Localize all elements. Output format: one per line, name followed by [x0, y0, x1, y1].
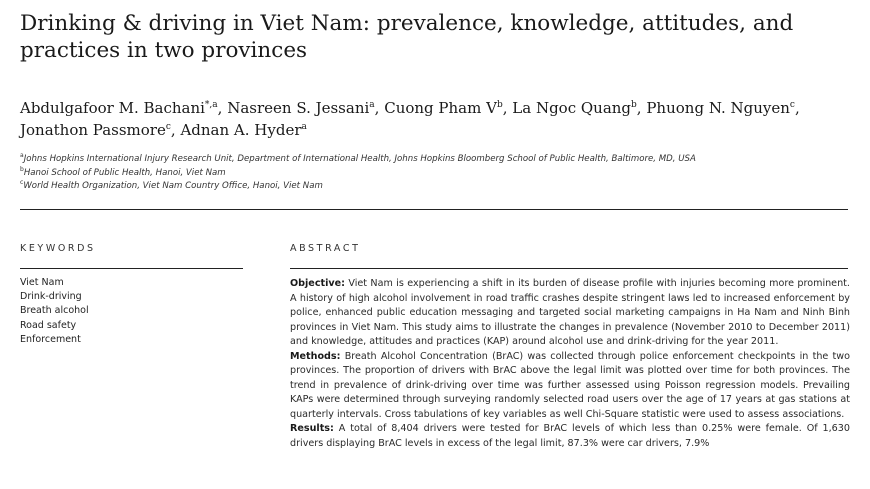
objective-label: Objective: [290, 278, 345, 289]
abstract-heading: ABSTRACT [290, 243, 361, 254]
results-label: Results: [290, 423, 334, 434]
author[interactable]: Nasreen S. Jessani$^a$ [227, 99, 375, 117]
author[interactable]: La Ngoc Quang$^b$ [512, 99, 637, 117]
header-divider [20, 209, 848, 210]
abstract-methods: Methods: Breath Alcohol Concentration (BrAC) was collected through police enforcement checkpoints in the two provinces. The proportion of drivers with BrAC above the legal limit was plotted over time for both provinces. The trend in prevalence of drink-driving over time was further assessed using Poisson regression models. Prevailing KAPs were determined through surveying randomly selected road users over the age of 17 years at gas stations at quarterly intervals. Cross tabulations of key variables as well Chi-Square statistic were used to assess associations. [290, 350, 850, 420]
affiliation: $^c$World Health Organization, Viet Nam Country Office, Hanoi, Viet Nam [20, 179, 323, 191]
keyword-item: Breath alcohol [20, 305, 89, 317]
keyword-item: Enforcement [20, 333, 81, 345]
article-title: Drinking & driving in Viet Nam: prevalence, knowledge, attitudes, and practices in two provinces [20, 11, 794, 63]
keyword-item: Viet Nam [20, 277, 64, 288]
author[interactable]: Cuong Pham $V^b$ [384, 99, 503, 117]
abstract-results: Results: A total of 8,404 drivers were tested for BrAC levels of which less than 0.25% were female. Of 1,630 drivers displaying BrAC levels in excess of the legal limit, 87.3% were car drivers, 7.9% [290, 423, 850, 449]
keyword-item: Road safety [20, 319, 77, 331]
affiliation: $^b$Hanoi School of Public Health, Hanoi, Viet Nam [20, 165, 226, 178]
abstract-divider [290, 268, 848, 269]
keywords-divider [20, 268, 243, 269]
methods-label: Methods: [290, 350, 341, 362]
keywords-heading: KEYWORDS [20, 243, 96, 254]
keyword-list [20, 276, 250, 347]
affiliation-list [20, 153, 850, 194]
affiliation: $^a$Johns Hopkins International Injury Research Unit, Department of International Health, Johns Hopkins Bloomberg School of Public Health, Baltimore, MD, USA [20, 152, 696, 164]
author[interactable]: Adnan A. Hyder$^a$ [180, 121, 307, 139]
keyword-item: Drink-driving [20, 291, 82, 303]
abstract-body [290, 277, 850, 451]
abstract-objective: Objective: Viet Nam is experiencing a shift in its burden of disease profile with injuries becoming more prominent. A history of high alcohol involvement in road traffic crashes despite stringent laws led to increased enforcement by police, enhanced public education messaging and targeted social marketing campaigns in Ha Nam and Ninh Binh provinces in Viet Nam. This study aims to illustrate the changes in prevalence (November 2010 to December 2011) and knowledge, attitudes and practices (KAP) around alcohol use and drink-driving for the year 2011. [290, 278, 850, 347]
author[interactable]: Phuong N. Nguyen$^c$ [646, 99, 795, 117]
author-list: Abdulgafoor M. Bachani$^{*,a}$, Nasreen S. Jessani$^a$, Cuong Pham $V^b$, La Ngoc Quang$^b$, Phuong N. Nguyen$^c$, Jonathon Passmore$^c$, Adnan A. Hyder$^a$ [20, 99, 800, 139]
author[interactable]: Abdulgafoor M. Bachani$^{*,a}$ [20, 99, 218, 117]
author[interactable]: Jonathon Passmore$^c$ [20, 121, 171, 139]
